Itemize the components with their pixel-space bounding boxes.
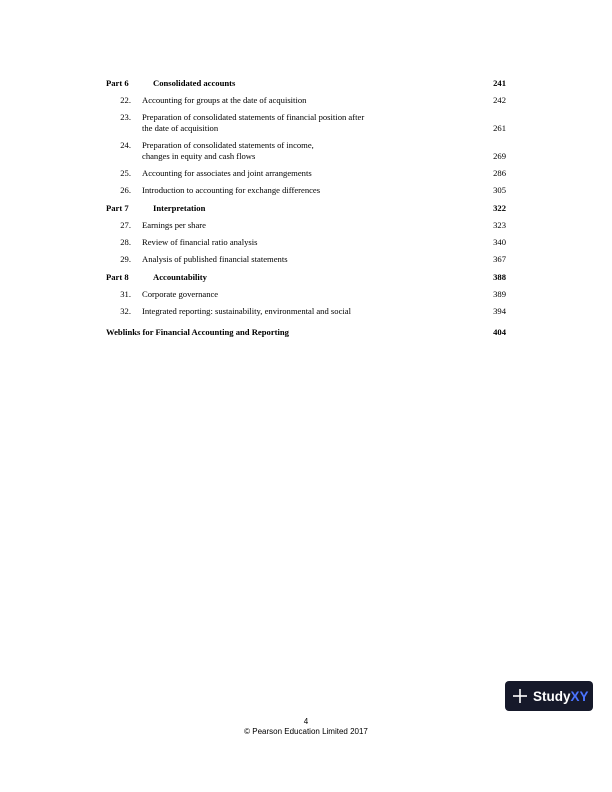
chapter-title-line: the date of acquisition [142,123,219,133]
chapter-title-line: Integrated reporting: sustainability, environmental and social [142,306,351,316]
chapter-number: 28. [120,237,131,247]
chapter-title-line: Analysis of published financial statements [142,254,288,264]
page-footer [0,717,612,737]
part-page: 322 [493,203,506,213]
toc-chapter-entry [106,185,506,196]
chapter-number: 32. [120,306,131,316]
chapter-title [142,185,466,196]
part-label: Part 8 [106,272,129,282]
brand-accent: XY [570,688,589,704]
chapter-page: 305 [493,185,506,195]
toc-chapter-entry [106,112,506,134]
chapter-title-line: Accounting for associates and joint arrangements [142,168,312,178]
chapter-page: 261 [493,123,506,133]
toc-chapter-entry [106,168,506,179]
part-label: Part 6 [106,78,129,88]
chapter-number: 29. [120,254,131,264]
chapter-title-line: changes in equity and cash flows [142,151,256,161]
chapter-title-line: Preparation of consolidated statements of financial position after [142,112,365,122]
toc-chapter-entry [106,289,506,300]
chapter-title-line: Preparation of consolidated statements of income, [142,140,314,150]
table-of-contents [106,78,506,338]
chapter-number: 27. [120,220,131,230]
toc-chapter-entry [106,95,506,106]
chapter-page: 389 [493,289,506,299]
chapter-title-line: Review of financial ratio analysis [142,237,258,247]
toc-part-heading [106,78,506,89]
weblinks-title: Weblinks for Financial Accounting and Reporting [106,327,289,337]
chapter-title [142,95,466,106]
toc-part-heading [106,272,506,283]
chapter-title-line: Earnings per share [142,220,206,230]
page-number: 4 [303,717,309,726]
chapter-page: 367 [493,254,506,264]
plus-icon [512,688,528,704]
part-title: Consolidated accounts [153,78,236,88]
weblinks-entry [106,327,506,338]
studyxy-badge[interactable] [505,681,593,711]
toc-chapter-entry [106,254,506,265]
chapter-number: 31. [120,289,131,299]
chapter-title [142,237,466,248]
chapter-page: 340 [493,237,506,247]
chapter-title-line: Introduction to accounting for exchange differences [142,185,321,195]
copyright-notice: © Pearson Education Limited 2017 [244,727,368,736]
chapter-title [142,289,466,300]
chapter-title [142,254,466,265]
chapter-number: 24. [120,140,131,150]
chapter-title [142,220,466,231]
chapter-number: 26. [120,185,131,195]
chapter-title [142,168,466,179]
part-label: Part 7 [106,203,129,213]
toc-parts [106,78,506,317]
toc-chapter-entry [106,306,506,317]
toc-chapter-entry [106,140,506,162]
chapter-page: 323 [493,220,506,230]
brand-name: Study [533,688,571,704]
chapter-number: 25. [120,168,131,178]
chapter-number: 23. [120,112,131,122]
toc-chapter-entry [106,237,506,248]
chapter-page: 286 [493,168,506,178]
part-title: Interpretation [153,203,206,213]
chapter-title [142,112,466,134]
chapter-page: 394 [493,306,506,316]
chapter-title-line: Corporate governance [142,289,219,299]
chapter-title [142,306,466,317]
chapter-number: 22. [120,95,131,105]
chapter-title-line: Accounting for groups at the date of acquisition [142,95,307,105]
toc-part-heading [106,203,506,214]
weblinks-page: 404 [493,327,506,337]
part-page: 388 [493,272,506,282]
part-page: 241 [493,78,506,88]
chapter-title [142,140,466,162]
part-title: Accountability [153,272,207,282]
chapter-page: 242 [493,95,506,105]
toc-chapter-entry [106,220,506,231]
chapter-page: 269 [493,151,506,161]
